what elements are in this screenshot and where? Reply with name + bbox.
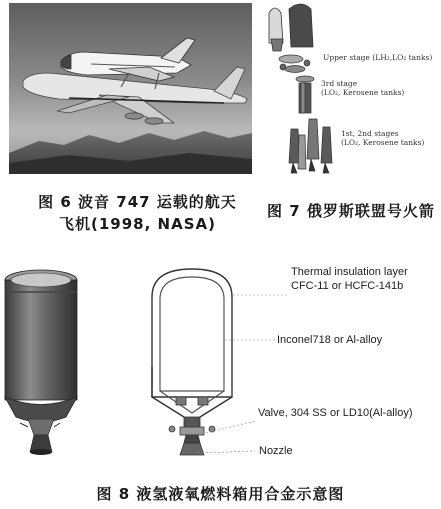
insulation-material-label: CFC-11 or HCFC-141b xyxy=(291,280,404,292)
upper-stage-label: Upper stage (LH₂,LO₂ tanks) xyxy=(323,53,433,62)
insulation-label: Thermal insulation layer xyxy=(291,266,408,278)
upper-stage-parts xyxy=(279,55,310,73)
figure-8-caption: 图 8 液氢液氧燃料箱用合金示意图 xyxy=(96,485,345,503)
valve-label: Valve, 304 SS or LD10(Al-alloy) xyxy=(258,407,413,419)
rocket-fairing xyxy=(269,4,313,51)
third-stage-tanks-label: (LO₂, Kerosene tanks) xyxy=(321,88,405,97)
booster-stages xyxy=(289,119,332,173)
figure-6-photo xyxy=(9,3,252,174)
valve-assembly xyxy=(169,397,215,455)
figure-7-diagram xyxy=(265,3,441,178)
figure-6-caption-line-2: 飞机(1998, NASA) xyxy=(59,215,216,233)
figure-6-caption xyxy=(25,191,250,235)
tank-alloy-label: Inconel718 or Al-alloy xyxy=(277,334,383,346)
tank-cross-section xyxy=(152,269,232,422)
figure-6-caption-line-1: 图 6 波音 747 运载的航天 xyxy=(38,193,237,211)
tank-3d-render xyxy=(5,270,77,455)
third-stage-label: 3rd stage xyxy=(321,79,358,88)
third-stage xyxy=(296,76,314,113)
figure-7-caption: 图 7 俄罗斯联盟号火箭 xyxy=(267,202,435,220)
nozzle-label: Nozzle xyxy=(259,445,293,457)
figure-8-diagram xyxy=(0,247,441,483)
first-second-stage-tanks-label: (LO₂, Kerosene tanks) xyxy=(341,138,425,147)
first-second-stage-label: 1st, 2nd stages xyxy=(341,129,399,138)
